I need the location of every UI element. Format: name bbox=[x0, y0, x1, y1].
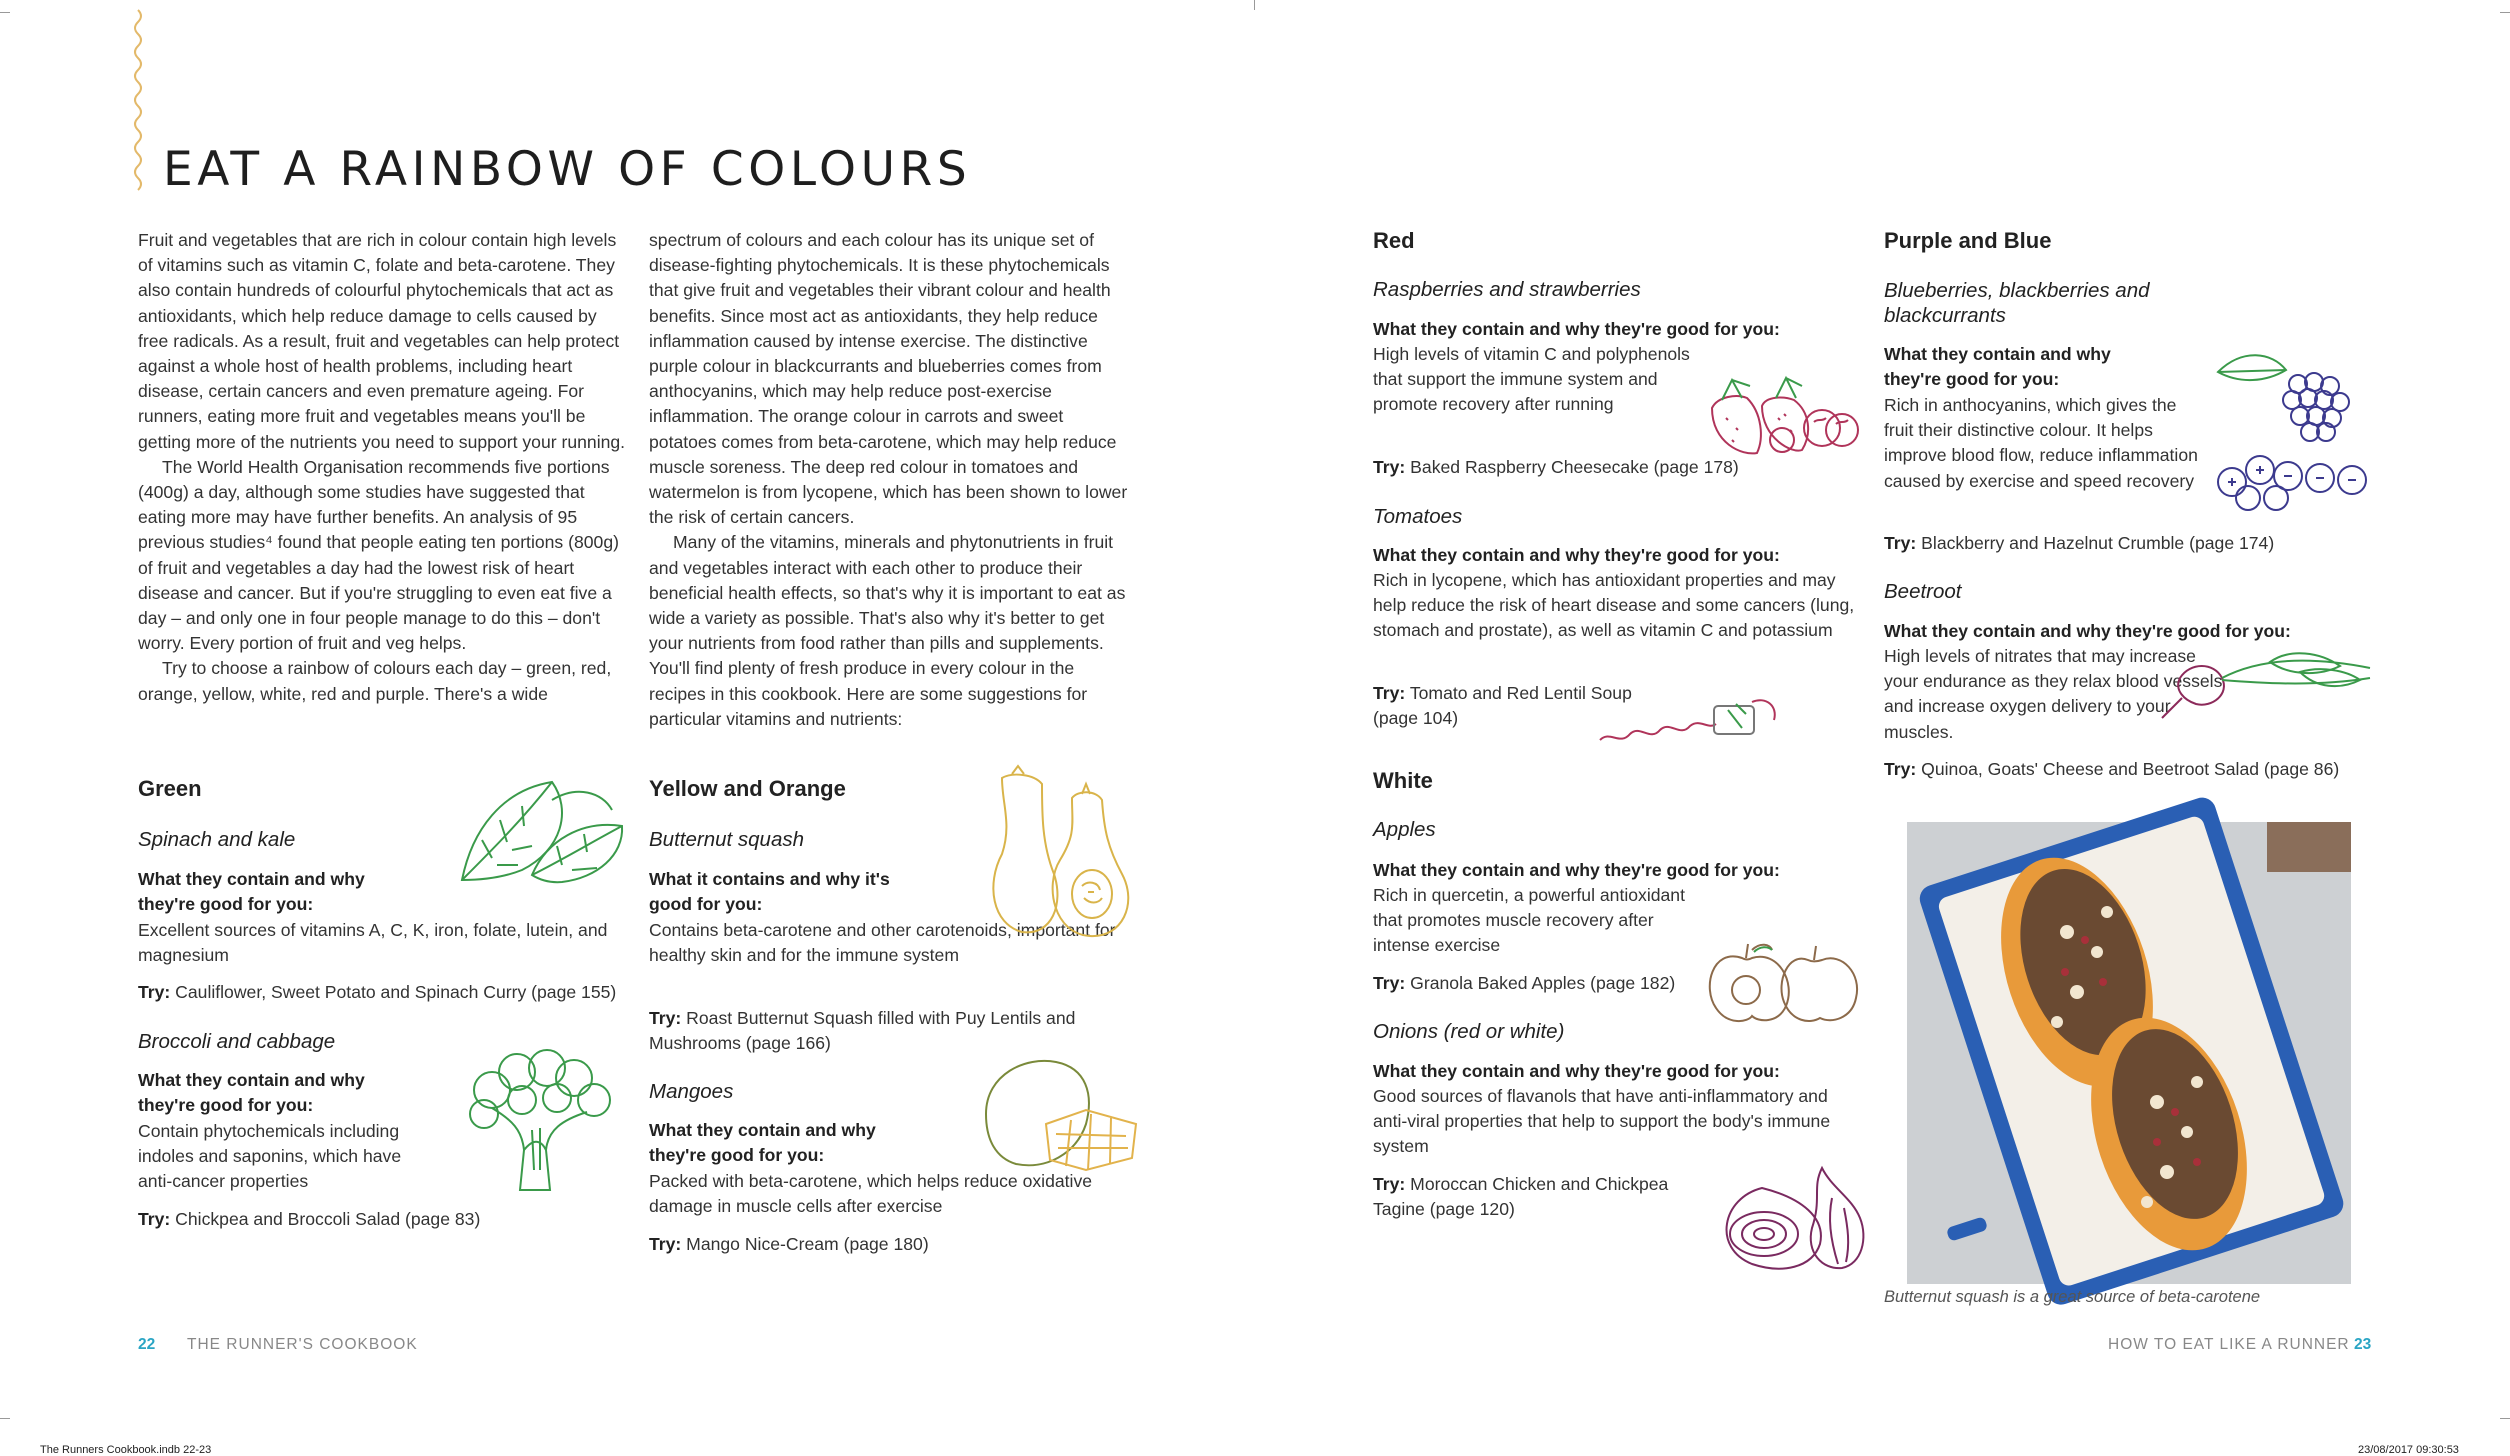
crop-mark bbox=[0, 12, 10, 13]
intro-paragraph: spectrum of colours and each colour has its unique set of disease-fighting phytochemicals. It is these phytochemicals that give fruit and vegetables their vibrant colour and health benefits. Since most act as antioxidants, they help reduce inflammation caused by intense exercise. The distinctive purple colour in blackcurrants and blueberries comes from anthocyanins, which may help reduce post-exercise inflammation. The orange colour in carrots and sweet potatoes comes from beta-carotene, which may help reduce muscle soreness. The deep red colour in tomatoes and watermelon is from lycopene, which has been shown to lower the risk of certain cancers. bbox=[649, 230, 1128, 528]
item-label: What they contain and why they're good for you: bbox=[1884, 621, 2291, 641]
item-name-tomatoes: Tomatoes bbox=[1373, 505, 1463, 528]
item-try bbox=[1373, 1172, 1713, 1222]
mango-illustration bbox=[976, 1054, 1146, 1174]
item-name-spinach: Spinach and kale bbox=[138, 828, 296, 851]
try-recipe: Baked Raspberry Cheesecake (page 178) bbox=[1405, 457, 1739, 477]
item-try bbox=[649, 1006, 1114, 1056]
item-label: What they contain and why they're good for you: bbox=[138, 869, 365, 915]
item-description: Contains beta-carotene and other carotenoids, important for healthy skin and for the immune system bbox=[649, 920, 1116, 966]
try-recipe: Granola Baked Apples (page 182) bbox=[1405, 973, 1676, 993]
section-heading-purple-blue: Purple and Blue bbox=[1884, 228, 2052, 253]
item-label: What they contain and why they're good for you: bbox=[138, 1070, 365, 1116]
item-label: What they contain and why they're good for you: bbox=[649, 1120, 876, 1166]
try-recipe: Quinoa, Goats' Cheese and Beetroot Salad (page 86) bbox=[1916, 759, 2340, 779]
item-label: What they contain and why they're good for you: bbox=[1884, 344, 2111, 390]
apples-illustration bbox=[1702, 938, 1862, 1028]
try-label: Try: bbox=[138, 982, 171, 1002]
try-label: Try: bbox=[1373, 1174, 1406, 1194]
item-try bbox=[1884, 757, 2404, 782]
try-label: Try: bbox=[138, 1209, 171, 1229]
item-try bbox=[1373, 455, 1873, 480]
item-try bbox=[138, 1207, 628, 1232]
try-label: Try: bbox=[1373, 683, 1406, 703]
onion-illustration bbox=[1702, 1158, 1872, 1278]
try-label: Try: bbox=[1884, 533, 1917, 553]
item-description: Good sources of flavanols that have anti-inflammatory and anti-viral properties that help to support the body's immune system bbox=[1373, 1086, 1831, 1157]
try-recipe: Chickpea and Broccoli Salad (page 83) bbox=[170, 1209, 481, 1229]
item-name-broccoli: Broccoli and cabbage bbox=[138, 1030, 336, 1053]
section-heading-yellow-orange: Yellow and Orange bbox=[649, 776, 846, 801]
photo-caption: Butternut squash is a great source of beta-carotene bbox=[1884, 1288, 2261, 1306]
item-label: What it contains and why it's good for you: bbox=[649, 869, 890, 915]
item-description: Rich in quercetin, a powerful antioxidant that promotes muscle recovery after intense exercise bbox=[1373, 885, 1685, 956]
crop-mark bbox=[2500, 1418, 2510, 1419]
try-recipe: Cauliflower, Sweet Potato and Spinach Curry (page 155) bbox=[170, 982, 617, 1002]
running-header-left: THE RUNNER'S COOKBOOK bbox=[187, 1336, 418, 1353]
item-try bbox=[1884, 531, 2384, 556]
spinach-illustration bbox=[452, 770, 632, 890]
item-try bbox=[649, 1232, 1139, 1257]
crop-mark bbox=[1254, 0, 1255, 10]
tomato-soup-illustration bbox=[1596, 690, 1786, 750]
item-name-onions: Onions (red or white) bbox=[1373, 1020, 1565, 1043]
roast-squash-photo bbox=[1907, 822, 2351, 1284]
item-description: Rich in anthocyanins, which gives the fruit their distinctive colour. It helps improve blood flow, reduce inflammation caused by exercise and speed recovery bbox=[1884, 395, 2198, 491]
intro-paragraph: Try to choose a rainbow of colours each day – green, red, orange, yellow, white, red and purple. There's a wide bbox=[138, 658, 612, 704]
try-recipe: Tomato and Red Lentil Soup (page 104) bbox=[1373, 683, 1632, 729]
item-label: What they contain and why they're good for you: bbox=[1373, 860, 1780, 880]
item-description: High levels of nitrates that may increase your endurance as they relax blood vessels and increase oxygen delivery to your muscles. bbox=[1884, 646, 2223, 742]
item-name-mangoes: Mangoes bbox=[649, 1080, 734, 1103]
item-name-apples: Apples bbox=[1373, 818, 1436, 841]
try-label: Try: bbox=[1373, 973, 1406, 993]
intro-paragraph: The World Health Organisation recommends five portions (400g) a day, although some studies have suggested that eating more may have further benefits. An analysis of 95 previous studies⁴ found that people eating ten portions (800g) of fruit and vegetables a day had the lowest risk of heart disease and cancer. But if you're struggling to even eat five a day – and only one in four people manage to do this – don't worry. Every portion of fruit and veg helps. bbox=[138, 456, 619, 654]
section-heading-white: White bbox=[1373, 768, 1433, 793]
try-recipe: Roast Butternut Squash filled with Puy Lentils and Mushrooms (page 166) bbox=[649, 1008, 1076, 1054]
intro-paragraph: Fruit and vegetables that are rich in colour contain high levels of vitamins such as vitamin C, folate and beta-carotene. They also contain hundreds of colourful phytochemicals that act as antioxidants, which help reduce damage to cells caused by free radicals. As a result, fruit and vegetables can help protect against a whole host of health problems, including heart disease, certain cancers and even premature ageing. For runners, eating more fruit and vegetables means you'll be getting more of the nutrients you need to support your running. bbox=[138, 230, 626, 452]
item-label: What they contain and why they're good for you: bbox=[1373, 319, 1780, 339]
item-try bbox=[138, 980, 628, 1005]
wavy-line-decoration bbox=[130, 10, 146, 190]
intro-column-1 bbox=[138, 228, 628, 707]
try-label: Try: bbox=[649, 1234, 682, 1254]
item-description: Rich in lycopene, which has antioxidant properties and may help reduce the risk of heart disease and some cancers (lung, stomach and prostate), as well as vitamin C and potassium bbox=[1373, 570, 1855, 641]
print-slug-right: 23/08/2017 09:30:53 bbox=[2358, 1444, 2459, 1456]
item-try bbox=[1373, 971, 1713, 996]
try-label: Try: bbox=[1373, 457, 1406, 477]
intro-paragraph: Many of the vitamins, minerals and phytonutrients in fruit and vegetables interact with each other to produce their beneficial health effects, so that's why it is important to eat as wide a variety as possible. That's also why it's better to get your nutrients from food rather than pills and supplements. You'll find plenty of fresh produce in every colour in the recipes in this cookbook. Here are some suggestions for particular vitamins and nutrients: bbox=[649, 532, 1126, 729]
try-recipe: Moroccan Chicken and Chickpea Tagine (page 120) bbox=[1373, 1174, 1669, 1220]
page-number-left: 22 bbox=[138, 1336, 156, 1353]
broccoli-illustration bbox=[462, 1050, 622, 1200]
blackberries-blueberries-illustration bbox=[2212, 342, 2380, 512]
beetroot-illustration bbox=[2160, 648, 2375, 718]
running-header-right: HOW TO EAT LIKE A RUNNER bbox=[2108, 1336, 2350, 1353]
intro-column-2 bbox=[649, 228, 1135, 732]
item-description: Excellent sources of vitamins A, C, K, iron, folate, lutein, and magnesium bbox=[138, 920, 608, 966]
try-recipe: Mango Nice-Cream (page 180) bbox=[681, 1234, 929, 1254]
item-description: Contain phytochemicals including indoles and saponins, which have anti-cancer properties bbox=[138, 1121, 402, 1192]
crop-mark bbox=[0, 1418, 10, 1419]
item-label: What they contain and why they're good for you: bbox=[1373, 1061, 1780, 1081]
item-name-blueberries: Blueberries, blackberries and blackcurrants bbox=[1884, 279, 2150, 328]
try-label: Try: bbox=[1884, 759, 1917, 779]
strawberries-illustration bbox=[1702, 368, 1862, 458]
try-label: Try: bbox=[649, 1008, 682, 1028]
item-name-berries: Raspberries and strawberries bbox=[1373, 278, 1641, 301]
section-heading-green: Green bbox=[138, 776, 202, 801]
try-recipe: Blackberry and Hazelnut Crumble (page 174) bbox=[1916, 533, 2275, 553]
page-number-right: 23 bbox=[2354, 1336, 2372, 1353]
item-description: Packed with beta-carotene, which helps reduce oxidative damage in muscle cells after exercise bbox=[649, 1171, 1093, 1217]
page-title: EAT A RAINBOW OF COLOURS bbox=[163, 142, 972, 197]
crop-mark bbox=[2500, 12, 2510, 13]
print-slug-left: The Runners Cookbook.indb 22-23 bbox=[40, 1444, 212, 1456]
item-label: What they contain and why they're good for you: bbox=[1373, 545, 1780, 565]
item-name-butternut-squash: Butternut squash bbox=[649, 828, 804, 851]
section-heading-red: Red bbox=[1373, 228, 1415, 253]
item-description: High levels of vitamin C and polyphenols that support the immune system and promote recovery after running bbox=[1373, 344, 1690, 415]
item-name-beetroot: Beetroot bbox=[1884, 580, 1962, 603]
butternut-squash-illustration bbox=[972, 764, 1142, 944]
